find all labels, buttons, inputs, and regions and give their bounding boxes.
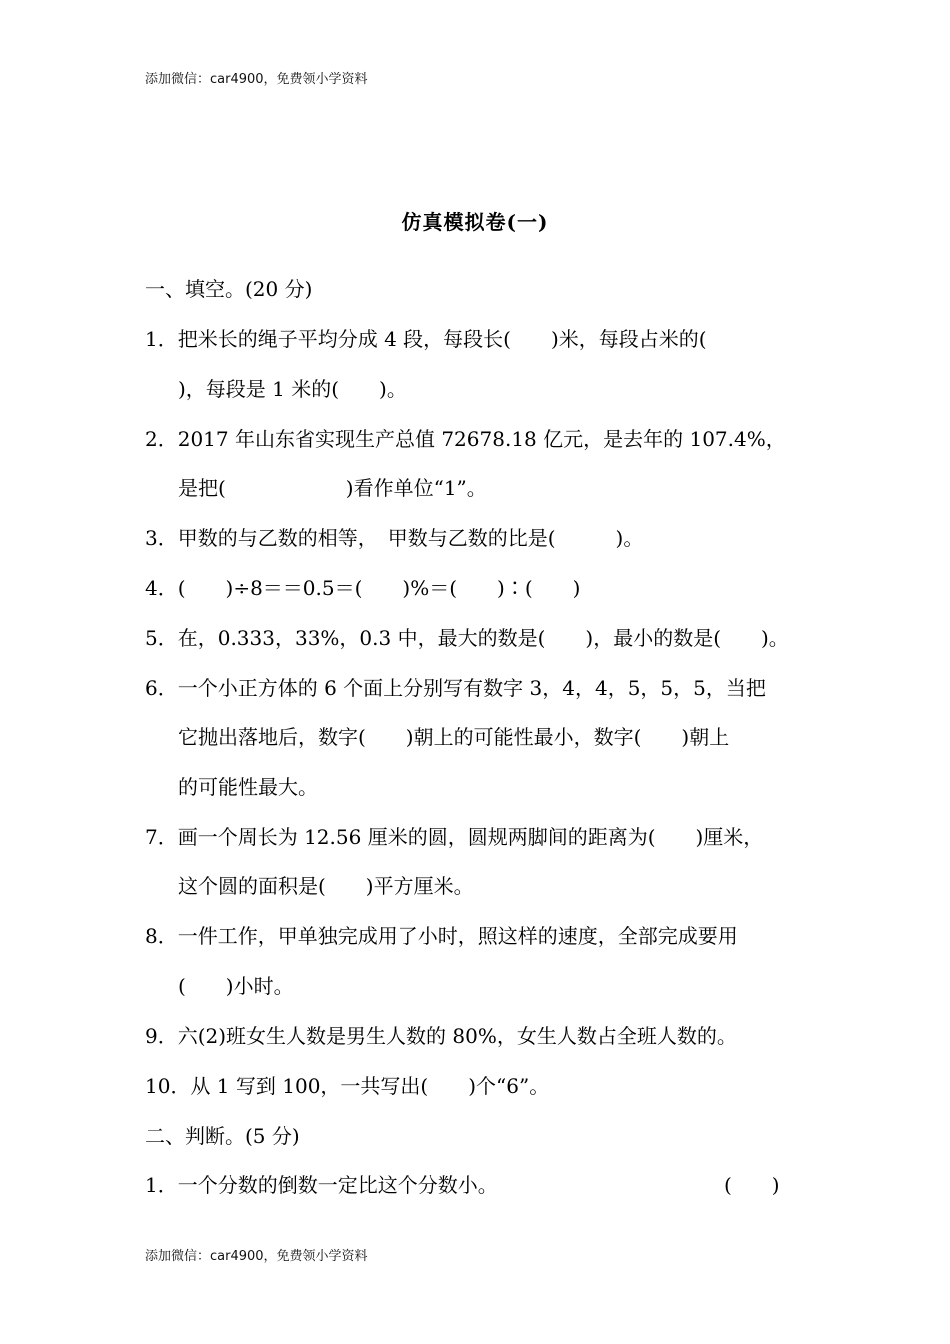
judge-answer-paren: ( ) — [724, 1173, 780, 1197]
judge-question-1: 1．一个分数的倒数一定比这个分数小。 — [145, 1173, 498, 1197]
question-2-line-1: 2．2017 年山东省实现生产总值 72678.18 亿元，是去年的 107.4%， — [145, 427, 786, 451]
header-note: 添加微信：car4900，免费领小学资料 — [145, 72, 368, 87]
question-8-line-2: ( )小时。 — [178, 974, 294, 998]
question-1-line-2: )，每段是 1 米的( )。 — [178, 377, 407, 401]
question-3: 3．甲数的与乙数的相等， 甲数与乙数的比是( )。 — [145, 526, 644, 550]
question-7-line-2: 这个圆的面积是( )平方厘米。 — [178, 874, 474, 898]
question-7-line-1: 7．画一个周长为 12.56 厘米的圆，圆规两脚间的距离为( )厘米， — [145, 825, 764, 849]
question-6-line-2: 它抛出落地后，数字( )朝上的可能性最小，数字( )朝上 — [178, 725, 730, 749]
question-4: 4．( )÷8＝＝0.5＝( )%＝( )∶( ) — [145, 576, 581, 600]
section-heading-judge: 二、判断。(5 分) — [145, 1124, 300, 1148]
question-9: 9．六(2)班女生人数是男生人数的 80%，女生人数占全班人数的。 — [145, 1024, 737, 1048]
question-1-line-1: 1．把米长的绳子平均分成 4 段，每段长( )米，每段占米的( — [145, 327, 707, 351]
section-heading-fill-blank: 一、填空。(20 分) — [145, 277, 313, 301]
page-title: 仿真模拟卷(一) — [401, 210, 549, 234]
footer-note: 添加微信：car4900，免费领小学资料 — [145, 1249, 368, 1264]
question-6-line-3: 的可能性最大。 — [178, 775, 318, 799]
question-10: 10．从 1 写到 100，一共写出( )个“6”。 — [145, 1074, 550, 1098]
question-6-line-1: 6．一个小正方体的 6 个面上分别写有数字 3，4，4，5，5，5，当把 — [145, 676, 766, 700]
question-8-line-1: 8．一件工作，甲单独完成用了小时，照这样的速度，全部完成要用 — [145, 924, 738, 948]
question-5: 5．在，0.333，33%，0.3 中，最大的数是( )，最小的数是( )。 — [145, 626, 789, 650]
question-2-line-2: 是把( )看作单位“1”。 — [178, 476, 487, 500]
